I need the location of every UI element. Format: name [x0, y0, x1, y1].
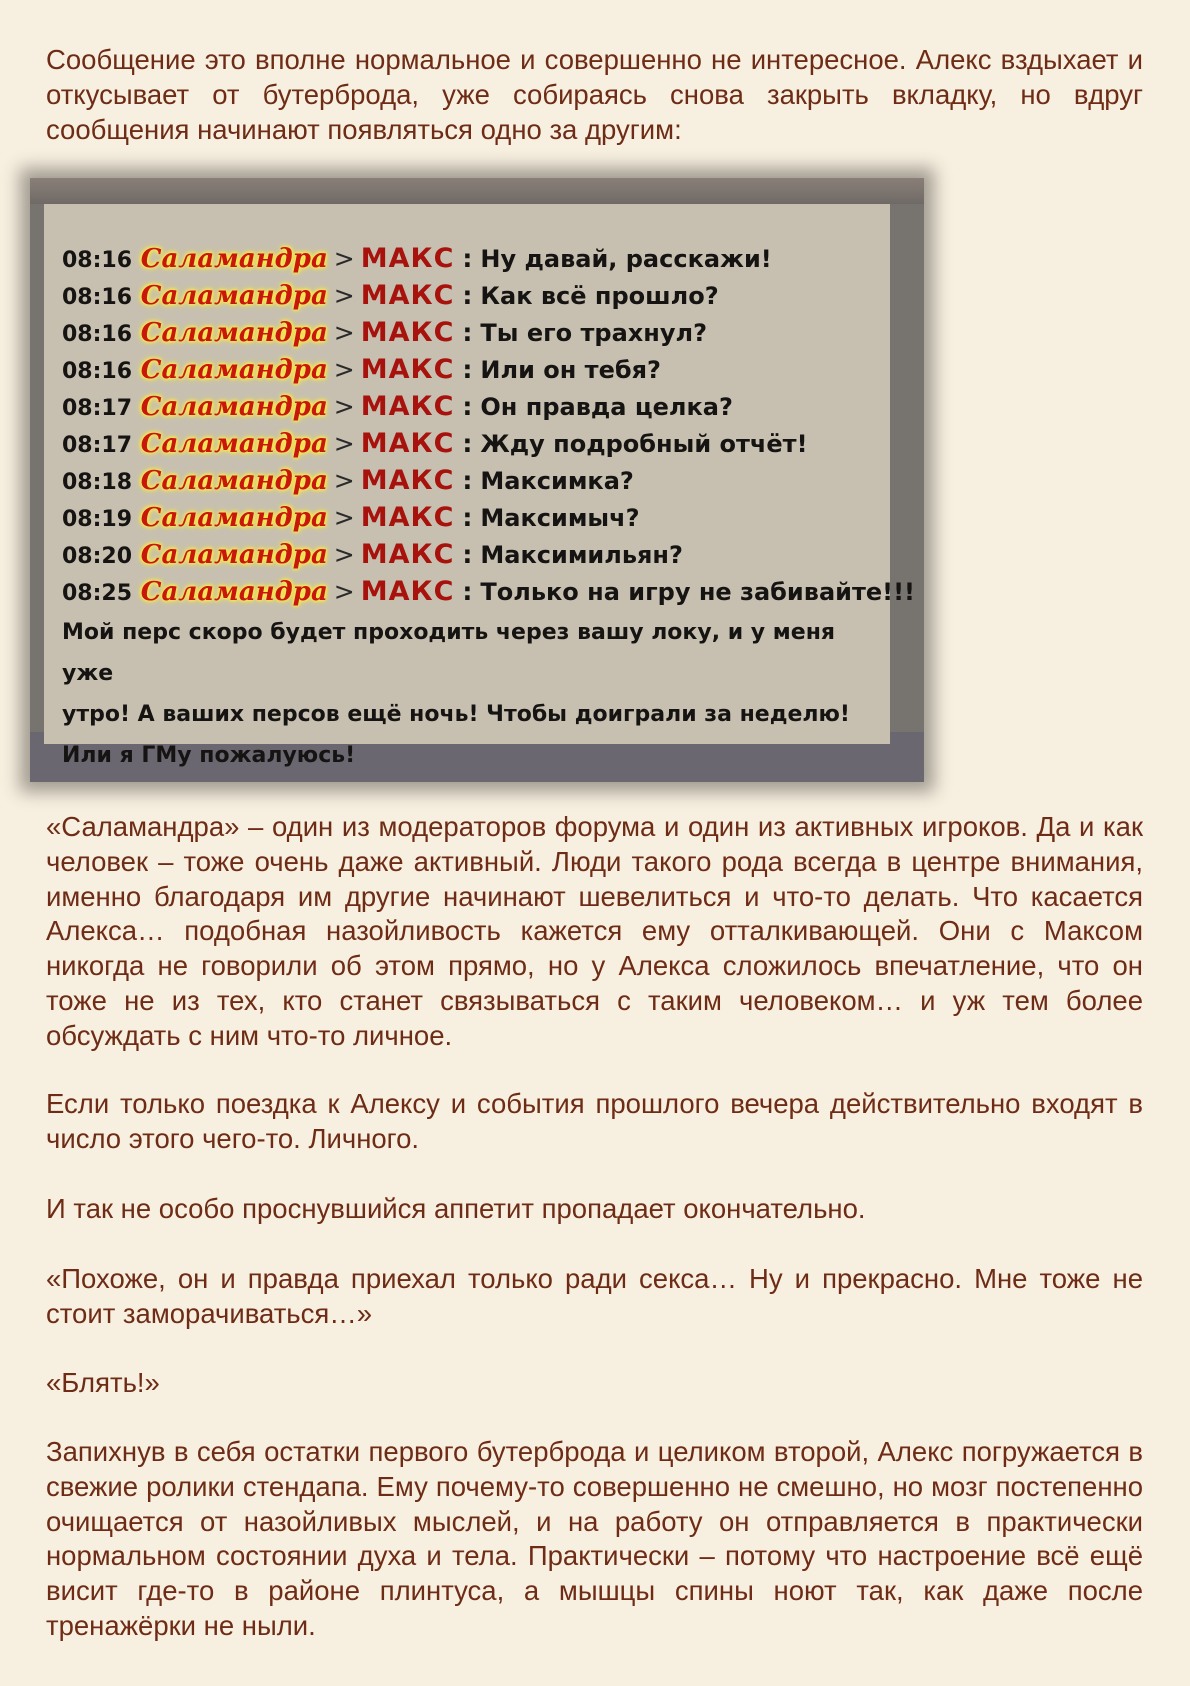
chat-message-text: Или он тебя?: [480, 356, 661, 384]
chat-message-arrow: >: [333, 503, 355, 532]
chat-message-separator: :: [462, 429, 473, 458]
chat-message-separator: :: [462, 392, 473, 421]
chat-message-sender: Саламандра: [140, 355, 328, 385]
chat-message-time: 08:17: [62, 396, 133, 421]
chat-message-separator: :: [462, 355, 473, 384]
chat-message-text: Максимильян?: [480, 541, 683, 569]
chat-message: [62, 388, 882, 425]
chat-message-arrow: >: [333, 392, 355, 421]
chat-message-text: Он правда целка?: [480, 393, 733, 421]
chat-message: [62, 240, 882, 277]
chat-message-text: Как всё прошло?: [480, 282, 719, 310]
chat-message-separator: :: [462, 244, 473, 273]
chat-screenshot: [30, 178, 924, 782]
chat-message: [62, 314, 882, 351]
chat-message-sender: Саламандра: [140, 392, 328, 422]
chat-message-recipient: МАКС: [360, 391, 455, 422]
chat-message-time: 08:16: [62, 248, 133, 273]
paragraph-salamander: «Саламандра» – один из модераторов форума и один из активных игроков. Да и как человек – тоже очень даже активный. Люди такого рода всегда в центре внимания, именно благодаря им другие начинают шевелиться и что-то делать. Что касается Алекса… подобная назойливость кажется ему отталкивающей. Они с Максом никогда не говорили об этом прямо, но у Алекса сложилось впечатление, что он тоже не из тех, кто станет связываться с таким человеком… и уж тем более обсуждать с ним что-то личное.: [46, 811, 1143, 1051]
paragraph-quote-swear: «Блять!»: [46, 1367, 160, 1398]
chat-message-recipient: МАКС: [360, 539, 455, 570]
chat-message-time: 08:25: [62, 581, 133, 606]
chat-message-text: Только на игру не забивайте!!!: [480, 578, 915, 606]
chat-message-separator: :: [462, 318, 473, 347]
paragraph-appetite: И так не особо проснувшийся аппетит пропадает окончательно.: [46, 1193, 866, 1224]
chat-message-sender: Саламандра: [140, 318, 328, 348]
chat-message-time: 08:16: [62, 322, 133, 347]
chat-message-arrow: >: [333, 429, 355, 458]
chat-continuation-line: утро! А ваших персов ещё ночь! Чтобы доиграли за неделю!: [62, 702, 850, 727]
chat-message-arrow: >: [333, 540, 355, 569]
chat-message: [62, 277, 882, 314]
chat-message-separator: :: [462, 281, 473, 310]
chat-message-sender: Саламандра: [140, 577, 328, 607]
chat-message-text: Ну давай, расскажи!: [480, 245, 772, 273]
chat-message: [62, 425, 882, 462]
chat-message-arrow: >: [333, 355, 355, 384]
chat-message-sender: Саламандра: [140, 281, 328, 311]
chat-message-separator: :: [462, 503, 473, 532]
chat-message-recipient: МАКС: [360, 465, 455, 496]
chat-message-text: Жду подробный отчёт!: [480, 430, 808, 458]
chat-message: [62, 351, 882, 388]
chat-message: [62, 499, 882, 536]
chat-message-time: 08:17: [62, 433, 133, 458]
chat-message-time: 08:20: [62, 544, 133, 569]
chat-message-recipient: МАКС: [360, 280, 455, 311]
chat-message: [62, 536, 882, 573]
chat-window-topbar: [30, 178, 924, 204]
chat-messages: [62, 240, 915, 776]
chat-message-time: 08:18: [62, 470, 133, 495]
paragraph-intro: Сообщение это вполне нормальное и совершенно не интересное. Алекс вздыхает и откусывает от бутерброда, уже собираясь снова закрыть вкладку, но вдруг сообщения начинают появляться одно за другим:: [46, 44, 1143, 145]
chat-message-continuation: [62, 612, 882, 776]
chat-message-text: Максимка?: [480, 467, 634, 495]
chat-message-time: 08:19: [62, 507, 133, 532]
chat-message-separator: :: [462, 540, 473, 569]
paragraph-standup: Запихнув в себя остатки первого бутерброда и целиком второй, Алекс погружается в свежие ролики стендапа. Ему почему-то совершенно не смешно, но мозг постепенно очищается от назойливых мыслей, и на работу он отправляется в практически нормальном состоянии духа и тела. Практически – потому что настроение всё ещё висит где-то в районе плинтуса, а мышцы спины ноют так, как даже после тренажёрки не ныли.: [46, 1436, 1143, 1641]
chat-message-time: 08:16: [62, 285, 133, 310]
chat-message-arrow: >: [333, 281, 355, 310]
chat-message-recipient: МАКС: [360, 576, 455, 607]
chat-continuation-line: Мой перс скоро будет проходить через вашу локу, и у меня уже: [62, 620, 836, 686]
chat-message-recipient: МАКС: [360, 317, 455, 348]
chat-continuation-line: Или я ГМу пожалуюсь!: [62, 743, 356, 768]
chat-message-recipient: МАКС: [360, 428, 455, 459]
chat-message-sender: Саламандра: [140, 540, 328, 570]
chat-message-sender: Саламандра: [140, 244, 328, 274]
paragraph-trip: Если только поездка к Алексу и события прошлого вечера действительно входят в число этого чего-то. Личного.: [46, 1088, 1143, 1154]
chat-message-arrow: >: [333, 577, 355, 606]
chat-message-separator: :: [462, 577, 473, 606]
chat-message-arrow: >: [333, 466, 355, 495]
paragraph-quote-sex: «Похоже, он и правда приехал только ради секса… Ну и прекрасно. Мне тоже не стоит заморачиваться…»: [46, 1263, 1143, 1329]
chat-message-text: Максимыч?: [480, 504, 640, 532]
chat-message: [62, 462, 882, 499]
chat-message: [62, 573, 915, 610]
chat-log-panel: [44, 204, 915, 768]
chat-message-sender: Саламандра: [140, 466, 328, 496]
chat-message-arrow: >: [333, 318, 355, 347]
chat-message-recipient: МАКС: [360, 354, 455, 385]
chat-message-arrow: >: [333, 244, 355, 273]
chat-message-recipient: МАКС: [360, 502, 455, 533]
chat-message-recipient: МАКС: [360, 243, 455, 274]
chat-message-sender: Саламандра: [140, 429, 328, 459]
chat-message-time: 08:16: [62, 359, 133, 384]
chat-message-text: Ты его трахнул?: [480, 319, 707, 347]
chat-message-sender: Саламандра: [140, 503, 328, 533]
chat-message-separator: :: [462, 466, 473, 495]
